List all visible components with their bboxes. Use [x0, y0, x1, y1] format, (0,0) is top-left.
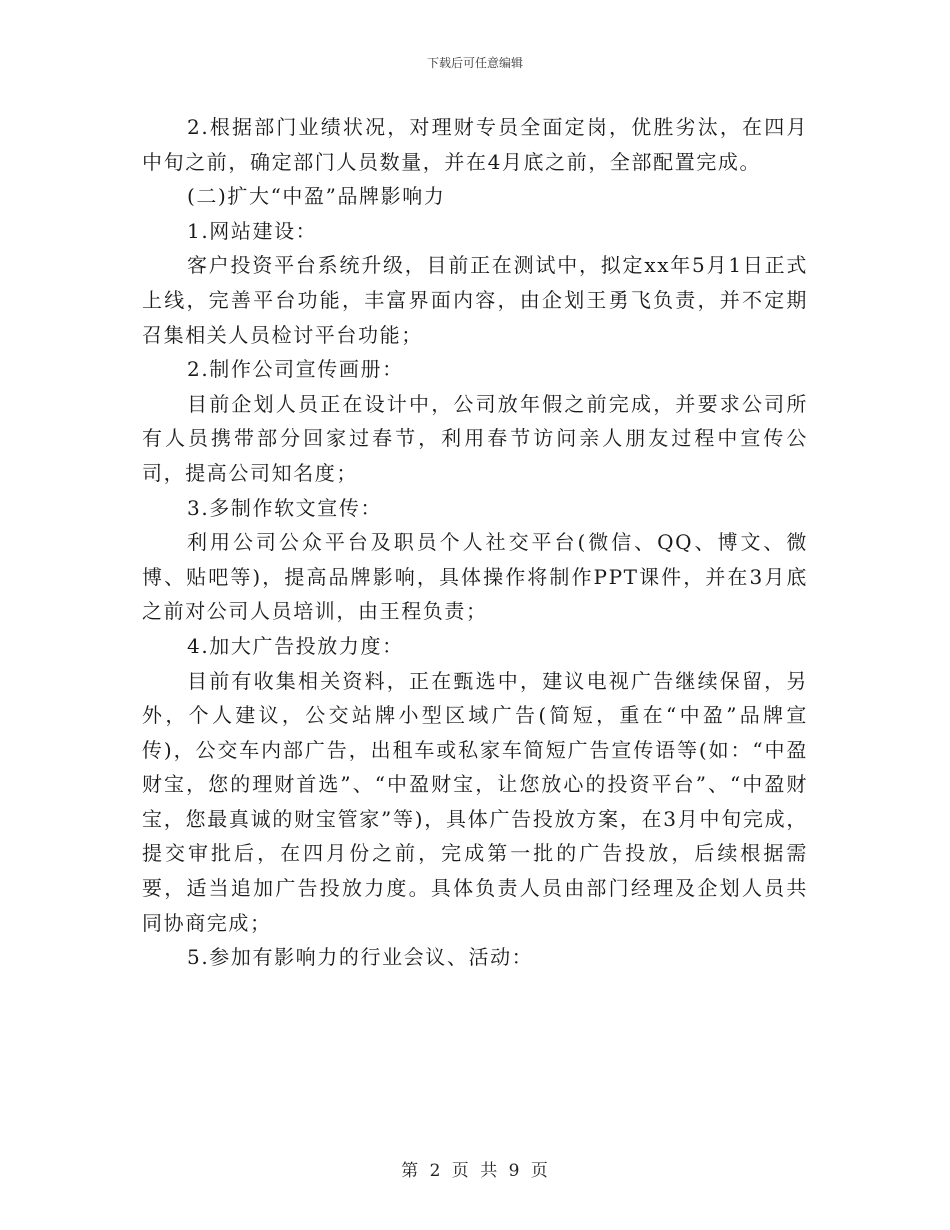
item-heading-website: 1.网站建设： — [187, 218, 318, 243]
item-heading-advertising: 4.加大广告投放力度： — [187, 633, 404, 658]
paragraph-1: 2.根据部门业绩状况，对理财专员全面定岗，优胜劣汰，在四月中旬之前，确定部门人员数量，并在4月底之前，全部配置完成。 — [142, 115, 808, 174]
page-number-footer: 第 2 页 共 9 页 — [401, 1161, 549, 1181]
paragraph-softtext: 利用公司公众平台及职员个人社交平台(微信、QQ、博文、微博、贴吧等)，提高品牌影响，具体操作将制作PPT课件，并在3月底之前对公司人员培训，由王程负责； — [142, 530, 808, 624]
document-body — [142, 110, 808, 975]
paragraph-advertising: 目前有收集相关资料，正在甄选中，建议电视广告继续保留，另外，个人建议，公交站牌小型区域广告(简短，重在“中盈”品牌宣传)，公交车内部广告，出租车或私家车简短广告宣传语等(如：“中盈财宝，您的理财首选”、“中盈财宝，让您放心的投资平台”、“中盈财宝，您最真诚的财宝管家”等)，具体广告投放方案，在3月中旬完成，提交审批后，在四月份之前，完成第一批的广告投放，后续根据需要，适当追加广告投放力度。具体负责人员由部门经理及企划人员共同协商完成； — [142, 668, 808, 935]
page-header: 下载后可任意编辑 — [426, 56, 523, 70]
paragraph-website: 客户投资平台系统升级，目前正在测试中，拟定xx年5月1日正式上线，完善平台功能，丰富界面内容，由企划王勇飞负责，并不定期召集相关人员检讨平台功能； — [142, 253, 808, 347]
item-heading-brochure: 2.制作公司宣传画册： — [187, 357, 404, 382]
paragraph-brochure: 目前企划人员正在设计中，公司放年假之前完成，并要求公司所有人员携带部分回家过春节，利用春节访问亲人朋友过程中宣传公司，提高公司知名度； — [142, 391, 808, 485]
item-heading-softtext: 3.多制作软文宣传： — [187, 495, 383, 520]
item-heading-conferences: 5.参加有影响力的行业会议、活动： — [187, 945, 534, 970]
section-heading-brand: (二)扩大“中盈”品牌影响力 — [187, 184, 446, 209]
